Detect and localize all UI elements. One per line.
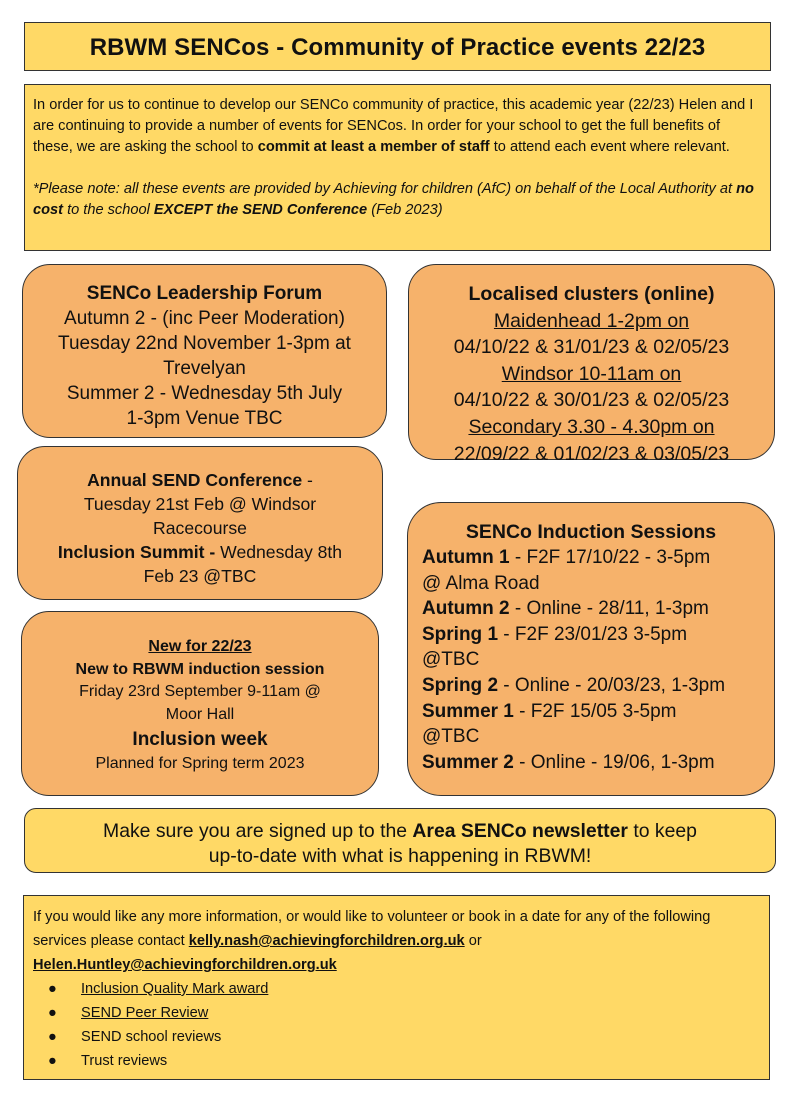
page-title: RBWM SENCos - Community of Practice events 22/23 — [89, 34, 706, 61]
session-detail-cont: @ Alma Road — [422, 572, 540, 594]
session-term: Autumn 2 — [422, 598, 510, 620]
conference-line: Tuesday 21st Feb @ Windsor — [83, 494, 317, 514]
conference-heading-suffix: - — [302, 470, 313, 490]
intro-paragraph — [33, 95, 760, 158]
conference-heading: Annual SEND Conference — [87, 470, 303, 490]
induction-session-heading: New to RBWM induction session — [75, 660, 325, 678]
newsletter-line: up-to-date with what is happening in RBWM! — [208, 844, 592, 867]
inclusion-week-heading: Inclusion week — [132, 729, 268, 751]
summit-line: Feb 23 @TBC — [143, 566, 257, 586]
session-detail: - Online - 19/06, 1-3pm — [513, 751, 715, 773]
cluster-dates: 04/10/22 & 30/01/23 & 02/05/23 — [453, 389, 730, 412]
newsletter-banner — [24, 808, 776, 873]
bullet-icon: ● — [48, 981, 57, 997]
leadership-forum-card — [22, 264, 387, 438]
note-text-mid: to the school — [63, 202, 154, 218]
clusters-heading: Localised clusters (online) — [468, 283, 715, 305]
forum-line: Trevelyan — [163, 358, 246, 379]
list-item — [33, 1001, 759, 1025]
service-link[interactable]: Inclusion Quality Mark award — [81, 981, 269, 997]
cluster-secondary: Secondary 3.30 - 4.30pm on — [468, 415, 715, 438]
session-detail-cont: @TBC — [422, 726, 480, 748]
session-detail: - Online - 28/11, 1-3pm — [509, 598, 709, 620]
induction-session-line: Moor Hall — [165, 705, 235, 723]
session-detail: - F2F 17/10/22 - 3-5pm — [509, 547, 711, 568]
session-term: Autumn 1 — [422, 547, 510, 568]
intro-text: In order for us to continue to develop our SENCo community of practice, this academic year (22/23) Helen and I are continuing to provide a number of events for SENCos. In order for your school to get the full benefits of these, we are asking the school to — [33, 97, 754, 155]
title-banner — [24, 22, 771, 71]
contact-box — [23, 895, 770, 1080]
intro-text-end: to attend each event where relevant. — [489, 139, 730, 155]
induction-sessions-card — [407, 502, 775, 796]
bullet-icon: ● — [48, 1029, 57, 1045]
list-item — [33, 977, 759, 1001]
contact-paragraph — [33, 905, 759, 977]
induction-heading: SENCo Induction Sessions — [465, 521, 717, 543]
new-for-card — [21, 611, 379, 796]
helen-email-link[interactable]: Helen.Huntley@achievingforchildren.org.uk — [33, 957, 337, 973]
list-item — [33, 1049, 759, 1073]
bullet-icon: ● — [48, 1005, 57, 1021]
service-label: Trust reviews — [81, 1053, 168, 1069]
intro-commit-text: commit at least a member of staff — [257, 139, 490, 155]
note-text-end: (Feb 2023) — [367, 202, 443, 218]
contact-text-or: or — [464, 933, 482, 949]
cluster-dates: 04/10/22 & 31/01/23 & 02/05/23 — [453, 336, 730, 359]
cluster-dates: 22/09/22 & 01/02/23 & 03/05/23 — [453, 442, 730, 465]
session-term: Spring 1 — [422, 623, 499, 645]
service-link[interactable]: SEND Peer Review — [81, 1005, 209, 1021]
inclusion-week-detail: Planned for Spring term 2023 — [95, 755, 305, 773]
conference-line: Racecourse — [153, 518, 247, 538]
cluster-maidenhead: Maidenhead 1-2pm on — [493, 309, 690, 332]
forum-line: Autumn 2 - (inc Peer Moderation) — [64, 308, 345, 329]
session-detail: - F2F 15/05 3-5pm — [513, 700, 677, 722]
session-detail: - F2F 23/01/23 3-5pm — [498, 623, 688, 645]
session-term: Spring 2 — [422, 674, 499, 696]
bullet-icon: ● — [48, 1053, 57, 1069]
forum-line: 1-3pm Venue TBC — [126, 408, 283, 429]
newsletter-name: Area SENCo newsletter — [412, 820, 628, 842]
forum-line: Summer 2 - Wednesday 5th July — [66, 383, 343, 404]
contact-text: If you would like any more information, or would like to volunteer or book in a date for any of the following services please contact — [33, 909, 711, 949]
summit-heading: Inclusion Summit - — [57, 542, 216, 562]
localised-clusters-card — [408, 264, 775, 465]
note-text: *Please note: all these events are provided by Achieving for children (AfC) on behalf of the Local Authority at — [33, 181, 737, 197]
newsletter-text: Make sure you are signed up to the — [103, 820, 413, 842]
send-conference-card — [17, 446, 383, 600]
note-no-cost: no cost — [33, 181, 754, 218]
session-detail-cont: @TBC — [422, 649, 480, 671]
newsletter-text-end: to keep — [627, 820, 697, 842]
summit-text: Wednesday 8th — [215, 542, 343, 562]
forum-heading: SENCo Leadership Forum — [86, 283, 323, 304]
forum-line: Tuesday 22nd November 1-3pm at — [58, 333, 351, 354]
services-list — [33, 977, 759, 1073]
intro-box — [24, 84, 771, 251]
session-term: Summer 2 — [422, 751, 514, 773]
induction-session-line: Friday 23rd September 9-11am @ — [79, 683, 321, 701]
session-detail: - Online - 20/03/23, 1-3pm — [498, 674, 726, 696]
list-item — [33, 1025, 759, 1049]
cluster-windsor: Windsor 10-11am on — [501, 362, 682, 385]
intro-note — [33, 179, 760, 221]
kelly-email-link[interactable]: kelly.nash@achievingforchildren.org.uk — [188, 933, 465, 949]
service-label: SEND school reviews — [81, 1029, 222, 1045]
new-for-heading: New for 22/23 — [148, 638, 252, 655]
session-term: Summer 1 — [422, 700, 514, 722]
note-exception: EXCEPT the SEND Conference — [153, 202, 368, 218]
